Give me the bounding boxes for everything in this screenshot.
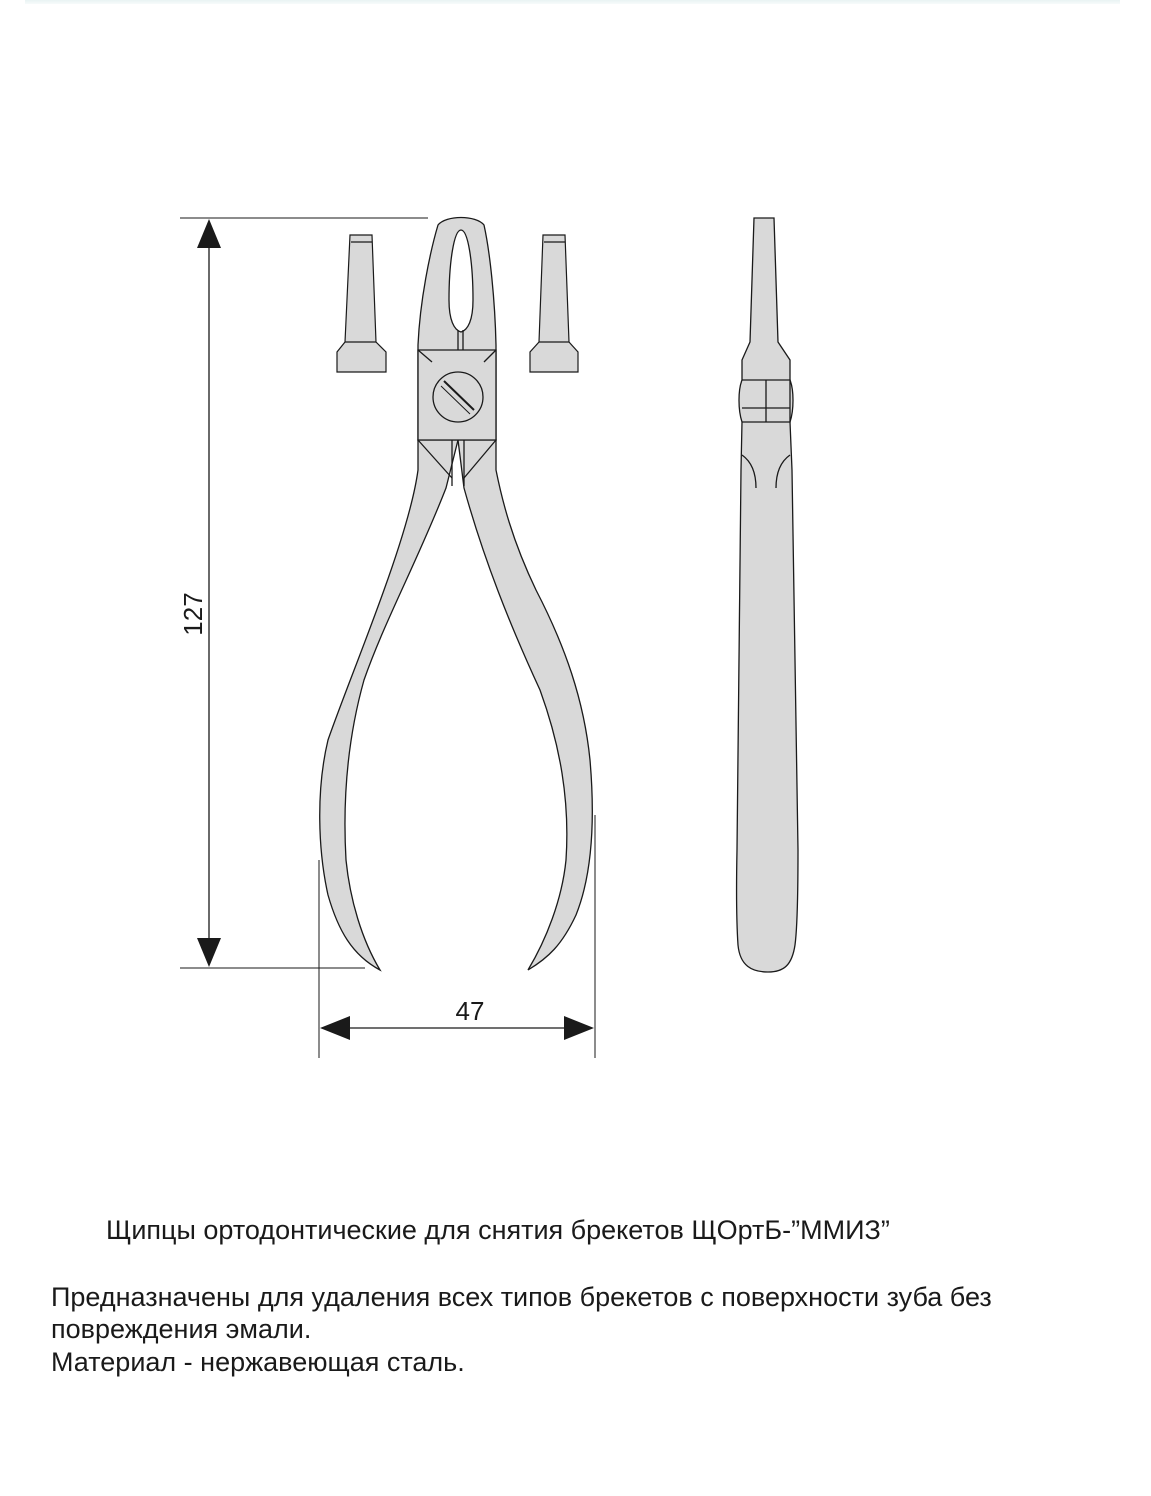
product-title: Щипцы ортодонтические для снятия брекетов ЩОртБ-”ММИЗ” xyxy=(106,1215,890,1245)
material-note: Материал - нержавеющая сталь. xyxy=(51,1347,465,1377)
width-dimension-label: 47 xyxy=(455,996,485,1026)
arrow-up-icon xyxy=(197,219,221,248)
arrow-left-icon xyxy=(320,1016,350,1040)
arrow-right-icon xyxy=(564,1016,594,1040)
left-tip-detail xyxy=(337,235,386,372)
arrow-down-icon xyxy=(197,938,221,967)
description-line-1: Предназначены для удаления всех типов брекетов с поверхности зуба без xyxy=(51,1282,992,1312)
product-description xyxy=(51,1281,992,1345)
height-dimension-label: 127 xyxy=(178,592,208,636)
description-line-2: повреждения эмали. xyxy=(51,1314,312,1344)
pliers-side-view xyxy=(737,218,798,972)
right-tip-detail xyxy=(530,235,578,372)
